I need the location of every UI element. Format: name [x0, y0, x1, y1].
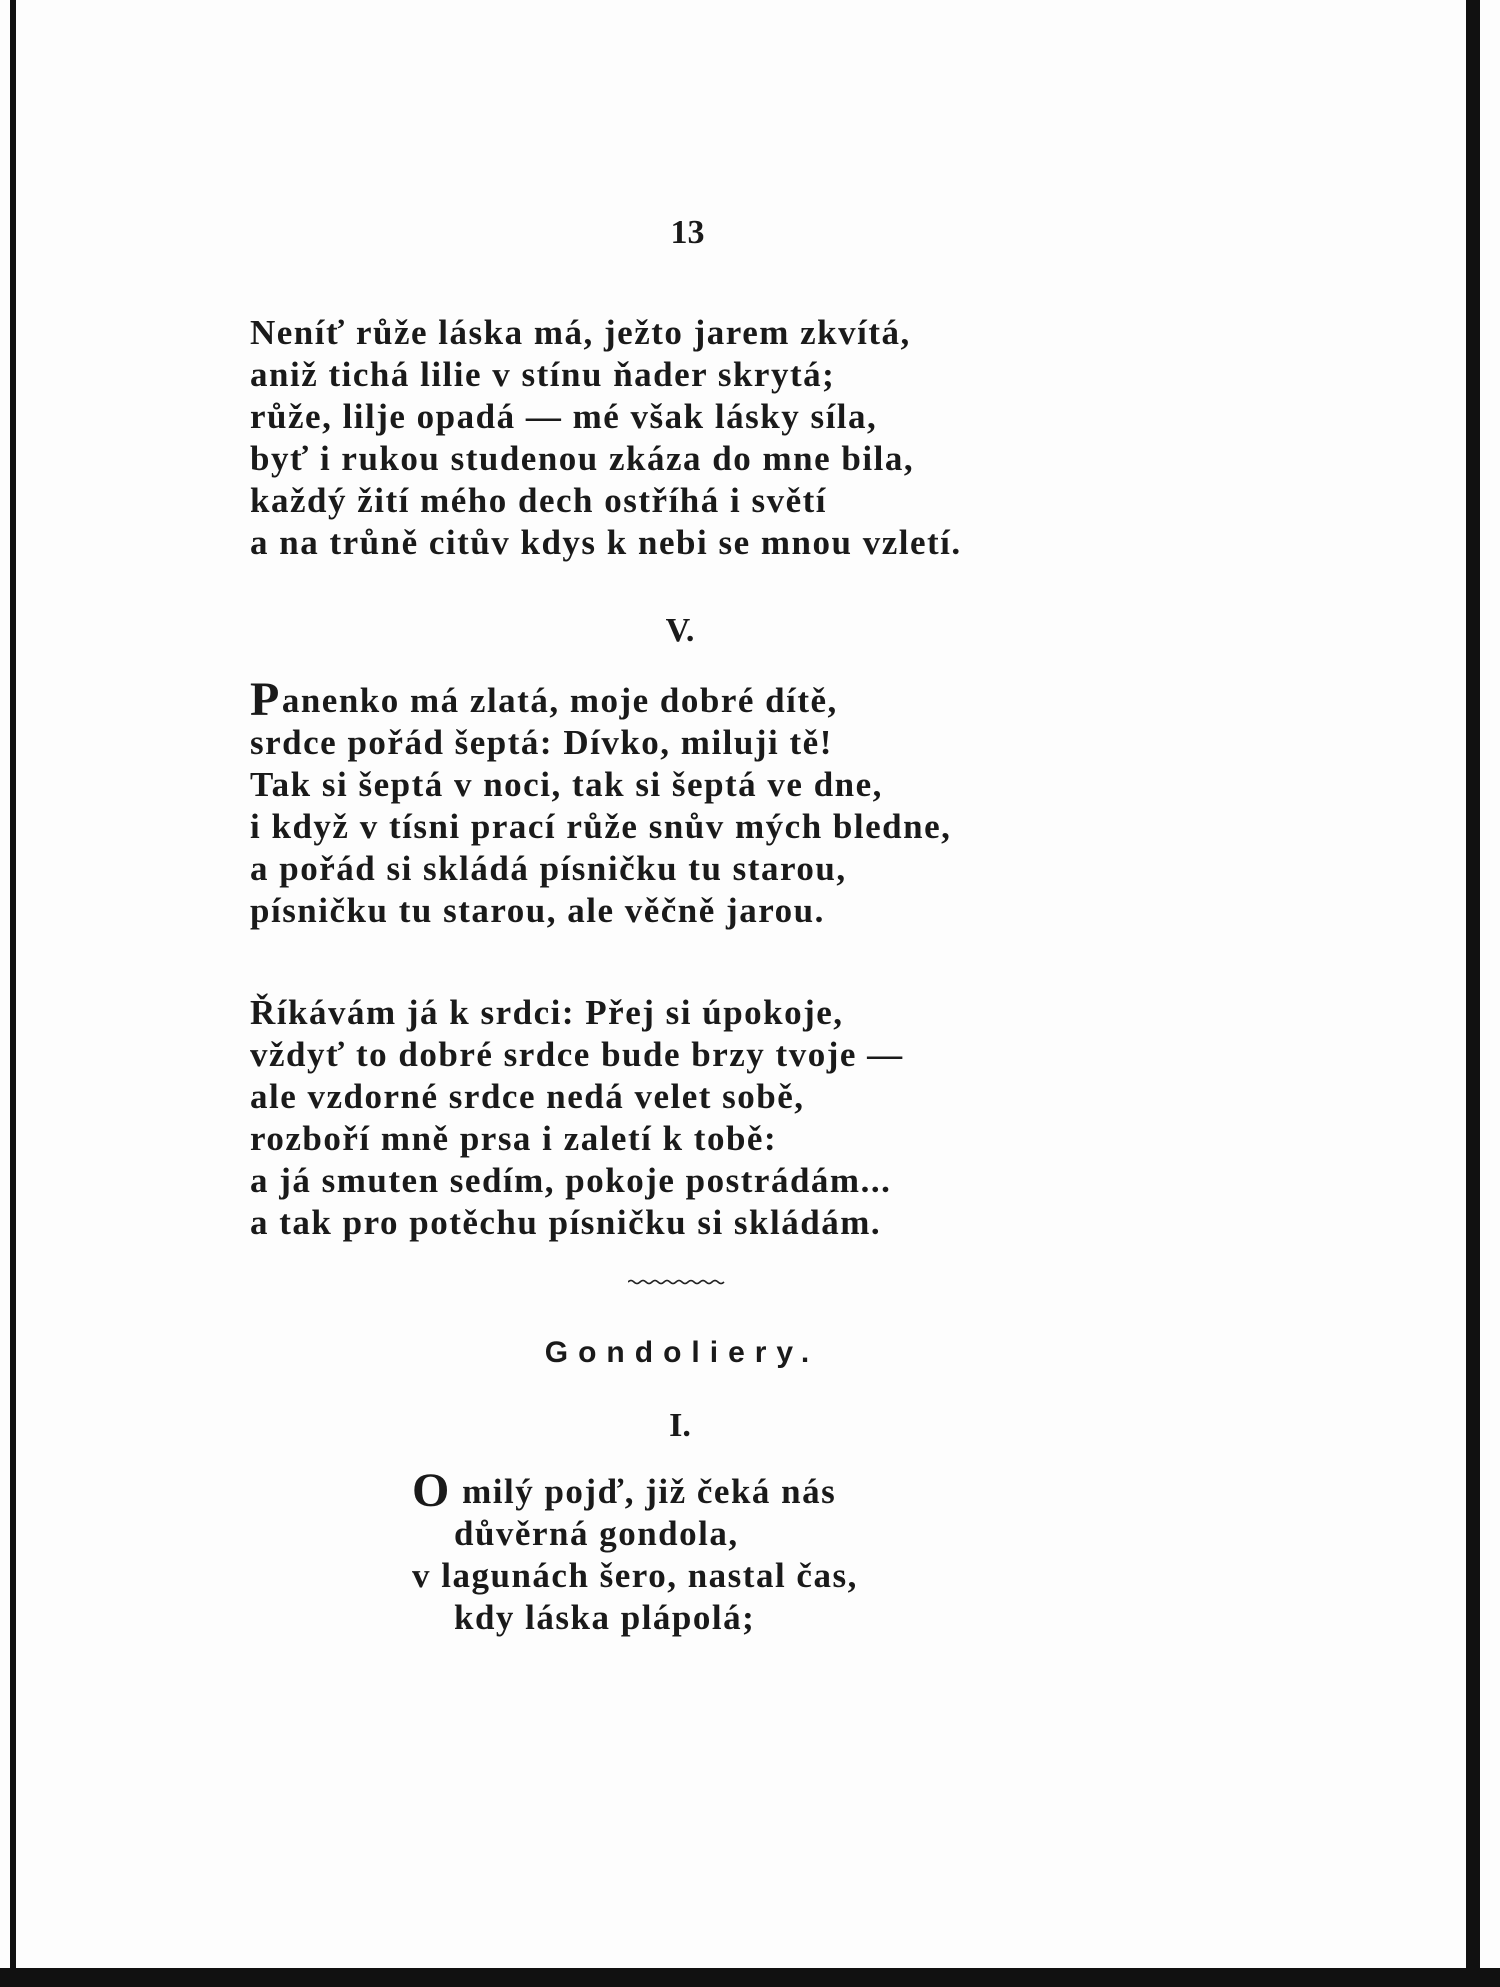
verse-line-text: milý pojď, již čeká nás [451, 1472, 837, 1511]
page-left-edge [10, 0, 16, 1987]
verse-line: a pořád si skládá písničku tu starou, [250, 849, 847, 888]
verse-line: růže, lilje opadá — mé však lásky síla, [250, 397, 878, 436]
wavy-divider [628, 1278, 726, 1286]
stanza-panenko [250, 673, 1170, 932]
verse-line: Tak si šeptá v noci, tak si šeptá ve dne, [250, 765, 883, 804]
verse-line: a tak pro potěchu písničku si skládám. [250, 1203, 882, 1242]
verse-line [250, 673, 1170, 726]
verse-line: i když v tísni prací růže snův mých bledne, [250, 807, 952, 846]
section-number-v: V. [665, 612, 695, 649]
verse-line: ale vzdorné srdce nedá velet sobě, [250, 1077, 805, 1116]
verse-line: důvěrná gondola, [454, 1514, 739, 1553]
verse-line: rozboří mně prsa i zaletí k tobě: [250, 1119, 778, 1158]
page-bottom-edge [0, 1968, 1500, 1987]
verse-line: aniž tichá lilie v stínu ňader skrytá; [250, 355, 836, 394]
stanza-neni-ruze [250, 312, 1170, 564]
page-number: 13 [670, 214, 705, 251]
stanza-gondoliery [412, 1464, 1012, 1639]
verse-line: vždyť to dobré srdce bude brzy tvoje — [250, 1035, 904, 1074]
drop-cap: O [412, 1464, 451, 1517]
page-right-edge [1466, 0, 1480, 1987]
verse-line: a já smuten sedím, pokoje postrádám... [250, 1161, 892, 1200]
verse-line: srdce pořád šeptá: Dívko, miluji tě! [250, 723, 833, 762]
verse-line: Říkávám já k srdci: Přej si úpokoje, [250, 993, 844, 1032]
verse-line: Neníť růže láska má, ježto jarem zkvítá, [250, 313, 911, 352]
verse-line: a na trůně citův kdys k nebi se mnou vzletí. [250, 523, 962, 562]
verse-line: každý žití mého dech ostříhá i světí [250, 481, 828, 520]
verse-line [412, 1464, 1012, 1517]
section-number-i: I. [669, 1407, 691, 1444]
stanza-rikavam [250, 992, 1170, 1244]
verse-line: písničku tu starou, ale věčně jarou. [250, 891, 825, 930]
verse-line: v lagunách šero, nastal čas, [412, 1556, 858, 1595]
drop-cap: P [250, 673, 281, 726]
verse-line: byť i rukou studenou zkáza do mne bila, [250, 439, 915, 478]
poem-title: Gondoliery. [544, 1336, 820, 1369]
verse-line: kdy láska plápolá; [454, 1598, 756, 1637]
verse-line-text: anenko má zlatá, moje dobré dítě, [281, 681, 838, 720]
